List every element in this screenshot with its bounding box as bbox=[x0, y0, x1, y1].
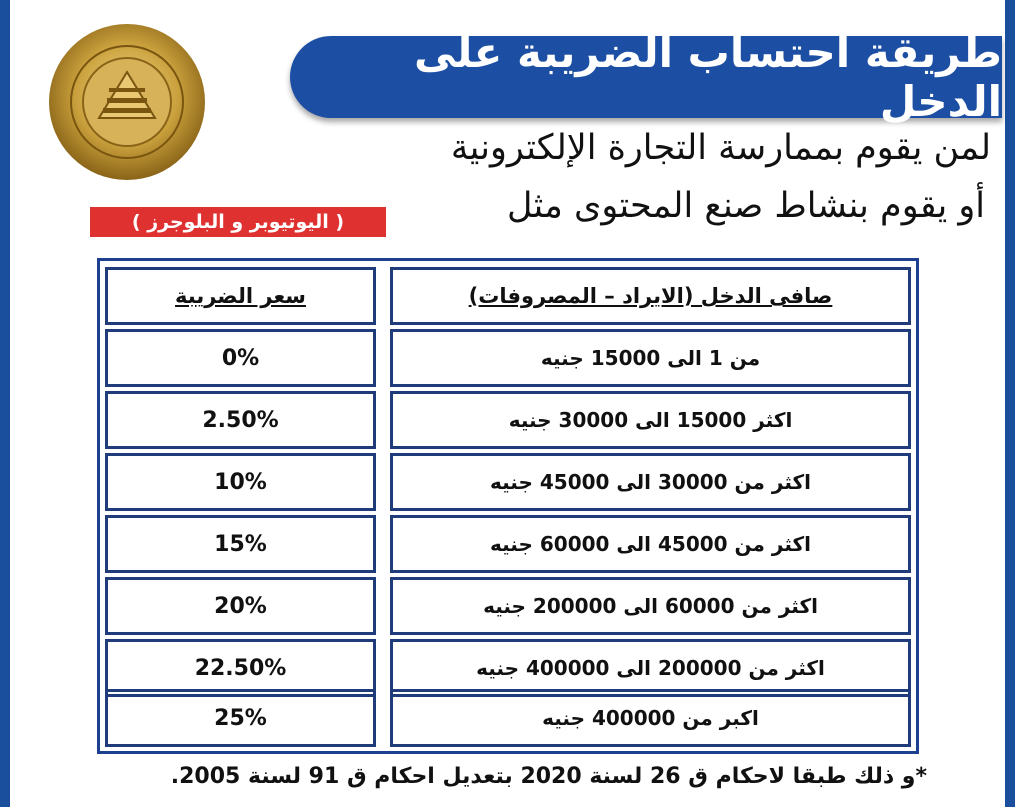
header-rate-cell bbox=[105, 267, 376, 325]
income-range: اكثر 15000 الى 30000 جنيه bbox=[508, 408, 793, 432]
table-header-row bbox=[105, 267, 911, 325]
income-range: اكبر من 400000 جنيه bbox=[542, 706, 759, 730]
table-row bbox=[105, 689, 911, 747]
title-banner bbox=[290, 28, 1002, 126]
rate-value: 2.50% bbox=[202, 407, 279, 433]
income-range: اكثر من 45000 الى 60000 جنيه bbox=[490, 532, 811, 556]
rate-cell bbox=[105, 515, 376, 573]
header-income: صافى الدخل (الايراد – المصروفات) bbox=[468, 284, 833, 308]
income-range: اكثر من 200000 الى 400000 جنيه bbox=[476, 656, 825, 680]
subtitle-line-2: أو يقوم بنشاط صنع المحتوى مثل bbox=[507, 186, 985, 226]
ministry-seal-logo bbox=[47, 22, 207, 182]
rate-value: 20% bbox=[214, 593, 267, 619]
rate-value: 25% bbox=[214, 705, 267, 731]
rate-cell bbox=[105, 689, 376, 747]
header-income-cell bbox=[390, 267, 911, 325]
income-range: اكثر من 60000 الى 200000 جنيه bbox=[483, 594, 818, 618]
rate-value: 15% bbox=[214, 531, 267, 557]
rate-cell bbox=[105, 329, 376, 387]
income-cell bbox=[390, 577, 911, 635]
seal-icon bbox=[47, 22, 207, 182]
rate-cell bbox=[105, 391, 376, 449]
income-cell bbox=[390, 391, 911, 449]
income-cell bbox=[390, 453, 911, 511]
rate-value: 22.50% bbox=[194, 655, 287, 681]
rate-cell bbox=[105, 453, 376, 511]
legal-footnote: *و ذلك طبقا لاحكام ق 26 لسنة 2020 بتعديل احكام ق 91 لسنة 2005. bbox=[170, 764, 927, 789]
table-row bbox=[105, 515, 911, 573]
table-row bbox=[105, 577, 911, 635]
page-title: طريقة احتساب الضريبة على الدخل bbox=[414, 28, 1002, 126]
income-cell bbox=[390, 689, 911, 747]
rate-value: 10% bbox=[214, 469, 267, 495]
table-row bbox=[105, 329, 911, 387]
subtitle-line-1: لمن يقوم بممارسة التجارة الإلكترونية bbox=[450, 128, 991, 168]
table-row bbox=[105, 453, 911, 511]
income-range: من 1 الى 15000 جنيه bbox=[540, 346, 761, 370]
content-creators-tag: ( اليوتيوبر و البلوجرز ) bbox=[90, 207, 386, 237]
income-cell bbox=[390, 515, 911, 573]
rate-cell bbox=[105, 577, 376, 635]
income-cell bbox=[390, 329, 911, 387]
income-range: اكثر من 30000 الى 45000 جنيه bbox=[490, 470, 811, 494]
tax-brackets-table bbox=[97, 258, 919, 754]
rate-value: 0% bbox=[221, 345, 260, 371]
table-row bbox=[105, 391, 911, 449]
header-rate: سعر الضريبة bbox=[175, 284, 306, 308]
